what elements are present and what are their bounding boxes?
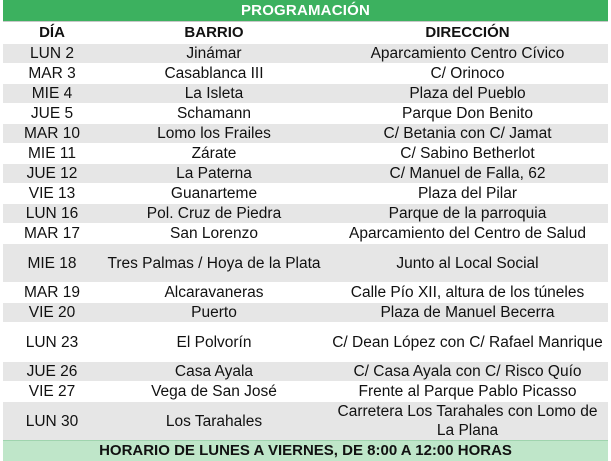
cell-direccion: C/ Orinoco — [327, 64, 608, 84]
table-row — [3, 164, 608, 184]
cell-direccion: C/ Sabino Betherlot — [327, 144, 608, 164]
cell-dia: LUN 16 — [3, 204, 101, 224]
cell-direccion: Plaza del Pueblo — [327, 84, 608, 104]
cell-dia: MIE 4 — [3, 84, 101, 104]
schedule-sheet — [3, 0, 608, 461]
table-row — [3, 64, 608, 84]
cell-dia: JUE 12 — [3, 164, 101, 184]
table-row — [3, 402, 608, 441]
cell-dia: LUN 30 — [3, 402, 101, 441]
cell-direccion: Frente al Parque Pablo Picasso — [327, 382, 608, 402]
table-row — [3, 104, 608, 124]
cell-direccion: Carretera Los Tarahales con Lomo de La Plana — [327, 402, 608, 441]
cell-barrio: Lomo los Frailes — [101, 124, 327, 144]
table-row — [3, 244, 608, 283]
header-barrio: BARRIO — [184, 23, 244, 41]
table-row — [3, 44, 608, 64]
cell-barrio: Zárate — [101, 144, 327, 164]
cell-barrio: Puerto — [101, 303, 327, 323]
hours-footer: HORARIO DE LUNES A VIERNES, DE 8:00 A 12:00 HORAS — [3, 440, 608, 461]
cell-dia: VIE 13 — [3, 184, 101, 204]
cell-dia: LUN 23 — [3, 323, 101, 362]
header-direccion: DIRECCIÓN — [425, 23, 510, 41]
cell-barrio: Tres Palmas / Hoya de la Plata — [101, 244, 327, 283]
cell-direccion: Calle Pío XII, altura de los túneles — [327, 283, 608, 303]
title-banner: PROGRAMACIÓN — [3, 0, 608, 22]
cell-barrio: Alcaravaneras — [101, 283, 327, 303]
cell-direccion: Parque Don Benito — [327, 104, 608, 124]
table-row — [3, 184, 608, 204]
cell-barrio: Schamann — [101, 104, 327, 124]
cell-barrio: Casablanca III — [101, 64, 327, 84]
cell-direccion: C/ Manuel de Falla, 62 — [327, 164, 608, 184]
table-row — [3, 283, 608, 303]
table-row — [3, 144, 608, 164]
table-row — [3, 124, 608, 144]
header-dia: DÍA — [39, 23, 65, 41]
header-row — [3, 22, 608, 44]
cell-dia: MAR 17 — [3, 224, 101, 244]
cell-direccion: C/ Betania con C/ Jamat — [327, 124, 608, 144]
table-row — [3, 84, 608, 104]
schedule-rows — [3, 44, 608, 441]
cell-direccion: Junto al Local Social — [327, 244, 608, 283]
cell-direccion: Aparcamiento del Centro de Salud — [327, 224, 608, 244]
cell-direccion: C/ Dean López con C/ Rafael Manrique — [327, 323, 608, 362]
cell-barrio: El Polvorín — [101, 323, 327, 362]
cell-barrio: San Lorenzo — [101, 224, 327, 244]
cell-barrio: Casa Ayala — [101, 362, 327, 382]
table-row — [3, 224, 608, 244]
cell-barrio: Guanarteme — [101, 184, 327, 204]
table-row — [3, 382, 608, 402]
cell-dia: MIE 18 — [3, 244, 101, 283]
cell-dia: VIE 27 — [3, 382, 101, 402]
table-row — [3, 204, 608, 224]
cell-direccion: Plaza del Pilar — [327, 184, 608, 204]
cell-dia: MAR 3 — [3, 64, 101, 84]
cell-barrio: Los Tarahales — [101, 402, 327, 441]
cell-direccion: Parque de la parroquia — [327, 204, 608, 224]
cell-dia: MAR 10 — [3, 124, 101, 144]
schedule-table — [3, 22, 608, 440]
cell-dia: JUE 5 — [3, 104, 101, 124]
table-row — [3, 323, 608, 362]
cell-barrio: Pol. Cruz de Piedra — [101, 204, 327, 224]
cell-barrio: La Isleta — [101, 84, 327, 104]
cell-dia: MIE 11 — [3, 144, 101, 164]
cell-dia: JUE 26 — [3, 362, 101, 382]
cell-dia: VIE 20 — [3, 303, 101, 323]
cell-barrio: Vega de San José — [101, 382, 327, 402]
table-row — [3, 362, 608, 382]
cell-direccion: C/ Casa Ayala con C/ Risco Quío — [327, 362, 608, 382]
cell-barrio: Jinámar — [101, 44, 327, 64]
cell-dia: LUN 2 — [3, 44, 101, 64]
cell-dia: MAR 19 — [3, 283, 101, 303]
cell-direccion: Aparcamiento Centro Cívico — [327, 44, 608, 64]
cell-barrio: La Paterna — [101, 164, 327, 184]
cell-direccion: Plaza de Manuel Becerra — [327, 303, 608, 323]
table-row — [3, 303, 608, 323]
